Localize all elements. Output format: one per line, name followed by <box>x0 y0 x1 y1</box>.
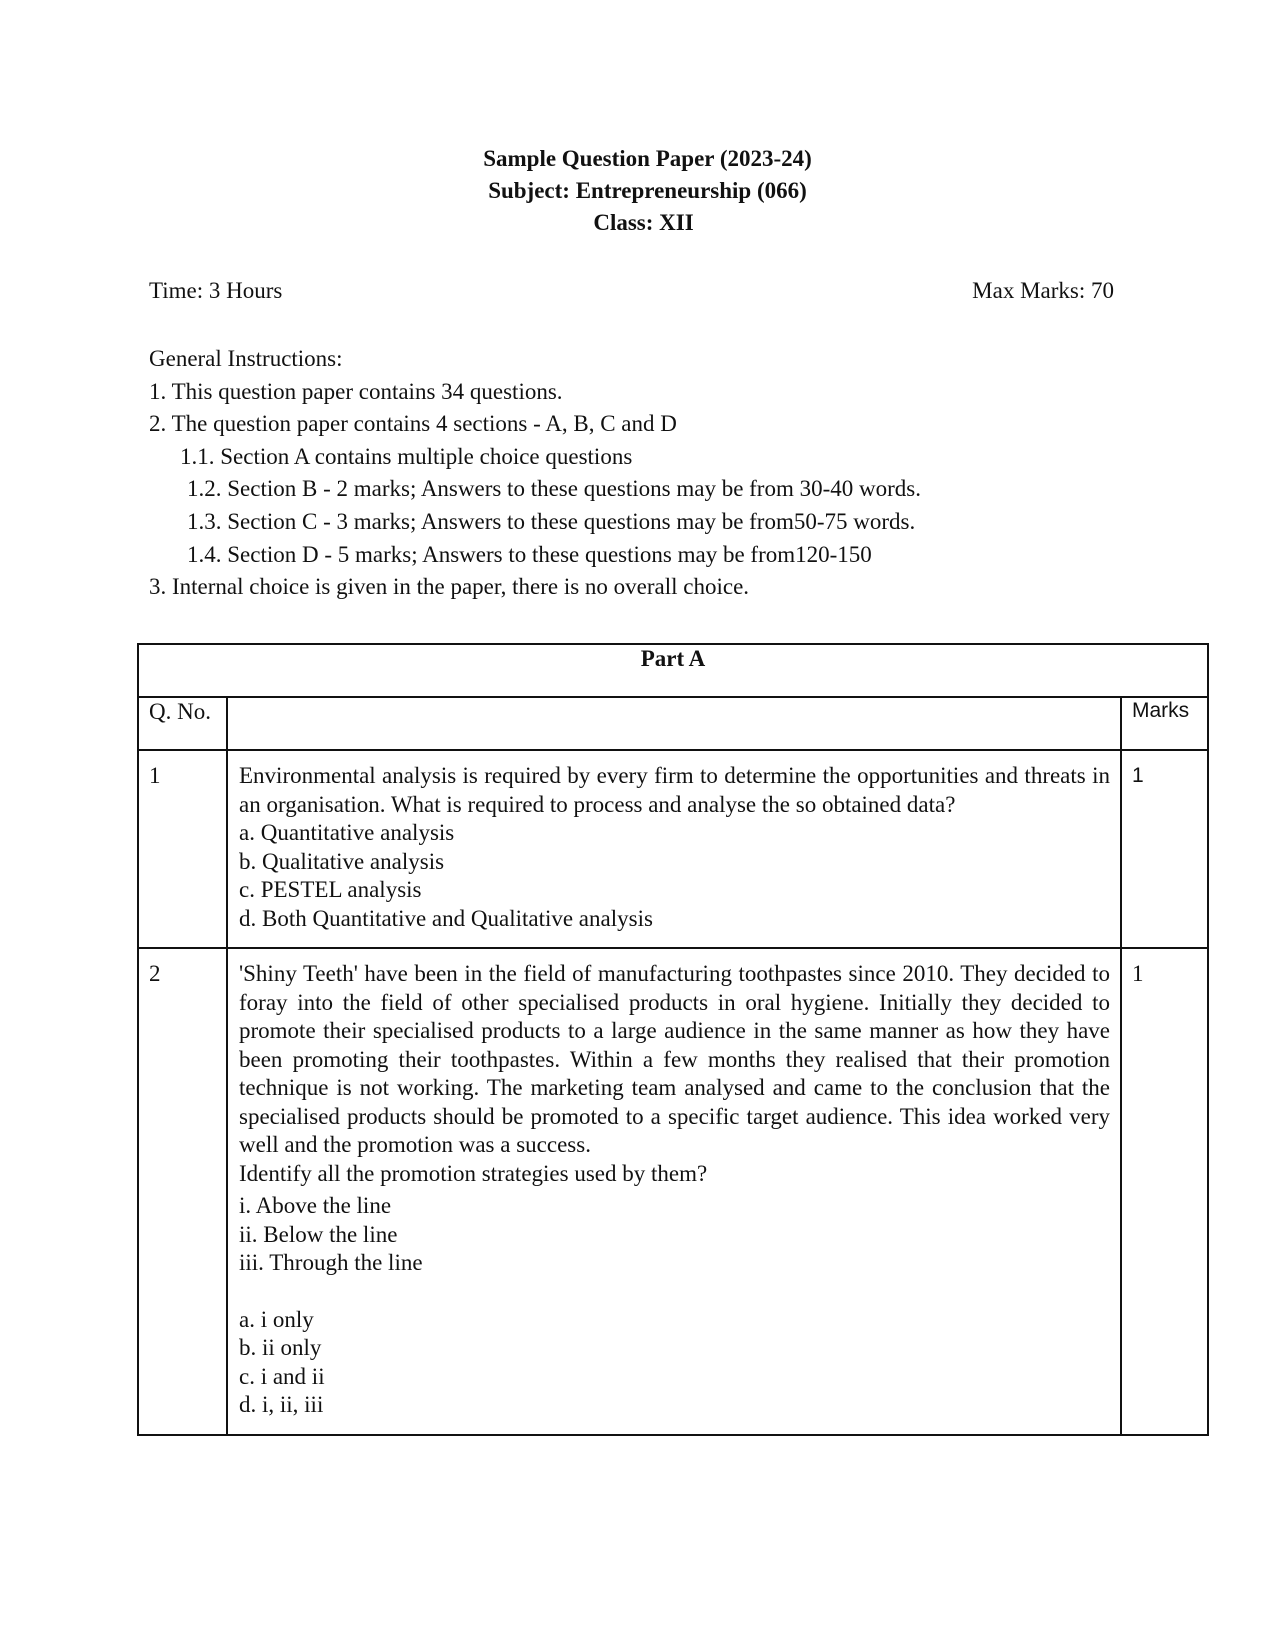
max-marks: Max Marks: 70 <box>972 278 1114 303</box>
table-row <box>138 750 1208 948</box>
question-number: 1 <box>138 750 227 948</box>
part-header-row <box>138 644 1208 697</box>
question-header <box>227 697 1121 750</box>
spacer <box>239 1278 1110 1306</box>
statement: ii. Below the line <box>239 1221 398 1247</box>
question-cell <box>227 948 1121 1435</box>
question-prompt: Identify all the promotion strategies used by them? <box>239 1160 708 1186</box>
question-marks: 1 <box>1121 948 1208 1435</box>
question-table <box>137 643 1209 1436</box>
option: c. PESTEL analysis <box>239 877 422 902</box>
question-cell <box>227 750 1121 948</box>
instruction-subitem: 1.4. Section D - 5 marks; Answers to these questions may be from120-150 <box>187 541 872 567</box>
time-allowed: Time: 3 Hours <box>149 278 283 303</box>
instruction-item: 1. This question paper contains 34 questions. <box>149 378 563 404</box>
option: c. i and ii <box>239 1363 325 1389</box>
option: a. i only <box>239 1306 314 1332</box>
instructions-heading: General Instructions: <box>149 346 343 371</box>
qno-header: Q. No. <box>138 697 227 750</box>
instruction-subitem: 1.3. Section C - 3 marks; Answers to these questions may be from50-75 words. <box>187 508 916 534</box>
option: d. Both Quantitative and Qualitative analysis <box>239 905 653 931</box>
statement: iii. Through the line <box>239 1250 423 1275</box>
paper-header <box>0 143 1275 239</box>
question-number: 2 <box>138 948 227 1435</box>
marks-header: Marks <box>1121 697 1208 750</box>
part-label: Part A <box>138 644 1208 697</box>
paper-title: Sample Question Paper (2023-24) <box>483 146 812 171</box>
option: b. Qualitative analysis <box>239 848 445 874</box>
paper-class: Class: XII <box>593 210 694 235</box>
option: a. Quantitative analysis <box>239 820 455 845</box>
column-header-row <box>138 697 1208 750</box>
option: d. i, ii, iii <box>239 1392 324 1417</box>
statement-list <box>239 1192 1110 1278</box>
option: b. ii only <box>239 1335 322 1360</box>
general-instructions <box>149 343 1149 604</box>
question-text: 'Shiny Teeth' have been in the field of manufacturing toothpastes since 2010. They decided to foray into the field of other specialised products in oral hygiene. Initially they decided to promote their specialised products to a large audience in the same manner as how they have been promoting their toothpastes. Within a few months they realised that their promotion technique is not working. The marketing team analysed and came to the conclusion that the specialised products should be promoted to a specific target audience. This idea worked very well and the promotion was a success. <box>239 961 1110 1157</box>
question-marks: 1 <box>1121 750 1208 948</box>
question-text: Environmental analysis is required by every firm to determine the opportunities and threats in an organisation. What is required to process and analyse the so obtained data? <box>239 763 1110 817</box>
instruction-item: 3. Internal choice is given in the paper, there is no overall choice. <box>149 574 750 600</box>
instruction-subitem: 1.2. Section B - 2 marks; Answers to these questions may be from 30-40 words. <box>187 476 921 502</box>
instruction-subitem: 1.1. Section A contains multiple choice questions <box>180 443 633 469</box>
table-row <box>138 948 1208 1435</box>
statement: i. Above the line <box>239 1193 392 1218</box>
paper-subject: Subject: Entrepreneurship (066) <box>488 178 807 203</box>
instruction-item: 2. The question paper contains 4 sections - A, B, C and D <box>149 411 677 437</box>
